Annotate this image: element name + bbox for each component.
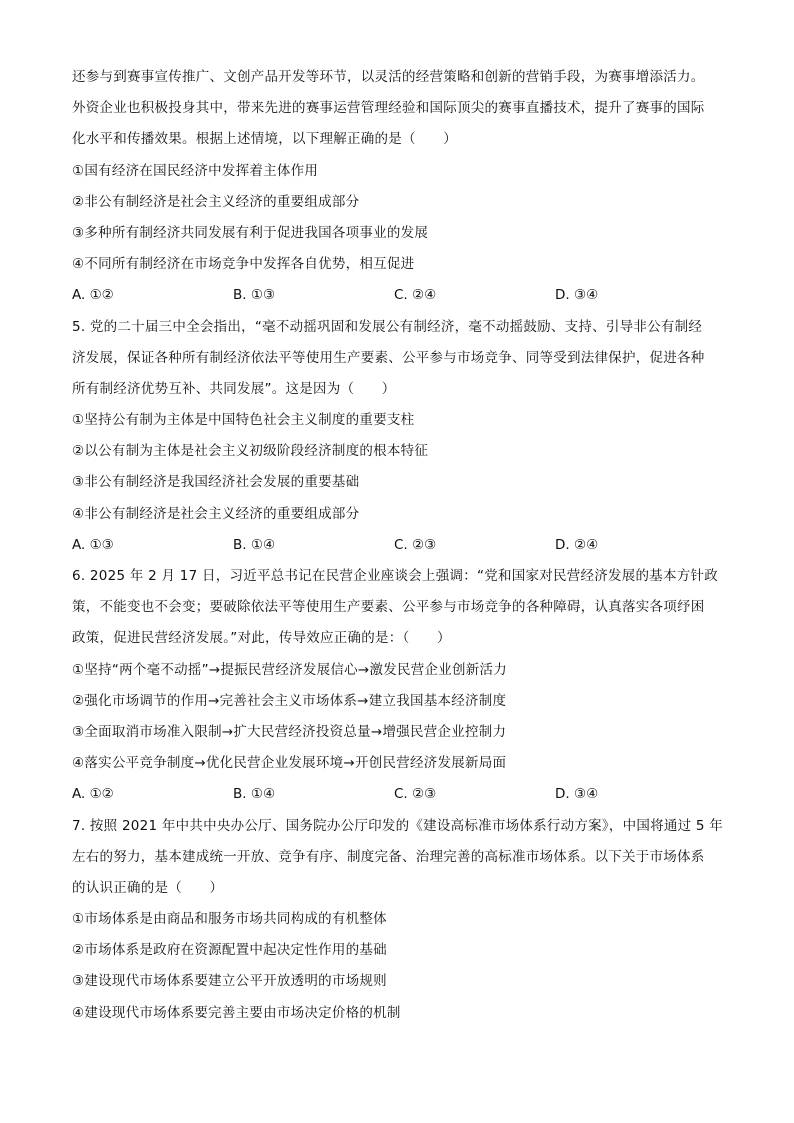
option-statement: ③建设现代市场体系要建立公平开放透明的市场规则 <box>72 973 387 990</box>
option-statement: ④建设现代市场体系要完善主要由市场决定价格的机制 <box>72 1004 401 1021</box>
question-stem-line: 的认识正确的是（ ） <box>72 879 224 896</box>
question-stem-line: 7. 按照 2021 年中共中央办公厅、国务院办公厅印发的《建设高标准市场体系行动方案》，中国将通过 5 年 <box>72 817 724 834</box>
question-stem-line: 还参与到赛事宣传推广、文创产品开发等环节，以灵活的经营策略和创新的营销手段，为赛事增添活力。 <box>72 69 705 85</box>
answer-choices <box>72 280 724 311</box>
option-statement: ③全面取消市场准入限制→扩大民营经济投资总量→增强民营企业控制力 <box>72 723 507 740</box>
option-statement: ②强化市场调节的作用→完善社会主义市场体系→建立我国基本经济制度 <box>72 692 507 709</box>
option-statement: ④非公有制经济是社会主义经济的重要组成部分 <box>72 505 360 522</box>
answer-choice-a: A. ①② <box>72 786 114 803</box>
exam-page <box>72 62 724 1029</box>
option-statement: ①坚持公有制为主体是中国特色社会主义制度的重要支柱 <box>72 412 415 429</box>
question-stem-line: 6. 2025 年 2 月 17 日，习近平总书记在民营企业座谈会上强调：“党和国家对民营经济发展的基本方针政 <box>72 568 718 584</box>
question-stem-line: 化水平和传播效果。根据上述情境，以下理解正确的是（ ） <box>72 131 457 148</box>
option-statement: ①坚持“两个毫不动摇”→提振民营经济发展信心→激发民营企业创新活力 <box>72 661 507 678</box>
answer-choice-d: D. ②④ <box>555 536 599 553</box>
answer-choice-b: B. ①③ <box>233 287 276 304</box>
question-5 <box>72 312 724 562</box>
option-statement: ②以公有制为主体是社会主义初级阶段经济制度的根本特征 <box>72 443 429 460</box>
answer-choice-a: A. ①③ <box>72 536 114 553</box>
option-statement: ①市场体系是由商品和服务市场共同构成的有机整体 <box>72 911 387 928</box>
answer-choice-c: C. ②③ <box>394 786 437 803</box>
question-6 <box>72 561 724 811</box>
question-4 <box>72 62 724 312</box>
question-stem-line: 外资企业也积极投身其中，带来先进的赛事运营管理经验和国际顶尖的赛事直播技术，提升了赛事的国际 <box>72 100 705 117</box>
option-statement: ④不同所有制经济在市场竞争中发挥各自优势，相互促进 <box>72 256 415 273</box>
option-statement: ②非公有制经济是社会主义经济的重要组成部分 <box>72 193 360 210</box>
question-stem-line: 济发展，保证各种所有制经济依法平等使用生产要素、公平参与市场竞争、同等受到法律保护，促进各种 <box>72 349 705 366</box>
answer-choice-c: C. ②④ <box>394 287 437 304</box>
option-statement: ④落实公平竞争制度→优化民营企业发展环境→开创民营经济发展新局面 <box>72 755 507 772</box>
option-statement: ①国有经济在国民经济中发挥着主体作用 <box>72 162 319 179</box>
answer-choice-b: B. ①④ <box>233 536 276 553</box>
question-7 <box>72 811 724 1029</box>
question-stem-line: 左右的努力，基本建成统一开放、竞争有序、制度完备、治理完善的高标准市场体系。以下关于市场体系 <box>72 848 705 865</box>
answer-choice-c: C. ②③ <box>394 536 437 553</box>
answer-choices <box>72 779 724 810</box>
answer-choice-d: D. ③④ <box>555 786 599 803</box>
answer-choice-d: D. ③④ <box>555 287 599 304</box>
question-stem-line: 所有制经济优势互补、共同发展”。这是因为（ ） <box>72 380 396 397</box>
option-statement: ③非公有制经济是我国经济社会发展的重要基础 <box>72 474 360 491</box>
answer-choice-b: B. ①④ <box>233 786 276 803</box>
question-stem-line: 策，不能变也不会变；要破除依法平等使用生产要素、公平参与市场竞争的各种障碍，认真落实各项纾困 <box>72 599 705 616</box>
question-stem-line: 5. 党的二十届三中全会指出，“毫不动摇巩固和发展公有制经济，毫不动摇鼓励、支持、引导非公有制经 <box>72 318 703 335</box>
answer-choice-a: A. ①② <box>72 287 114 304</box>
option-statement: ②市场体系是政府在资源配置中起决定性作用的基础 <box>72 942 387 959</box>
answer-choices <box>72 530 724 561</box>
question-stem-line: 政策，促进民营经济发展。”对此，传导效应正确的是：（ ） <box>72 630 451 647</box>
option-statement: ③多种所有制经济共同发展有利于促进我国各项事业的发展 <box>72 224 429 241</box>
